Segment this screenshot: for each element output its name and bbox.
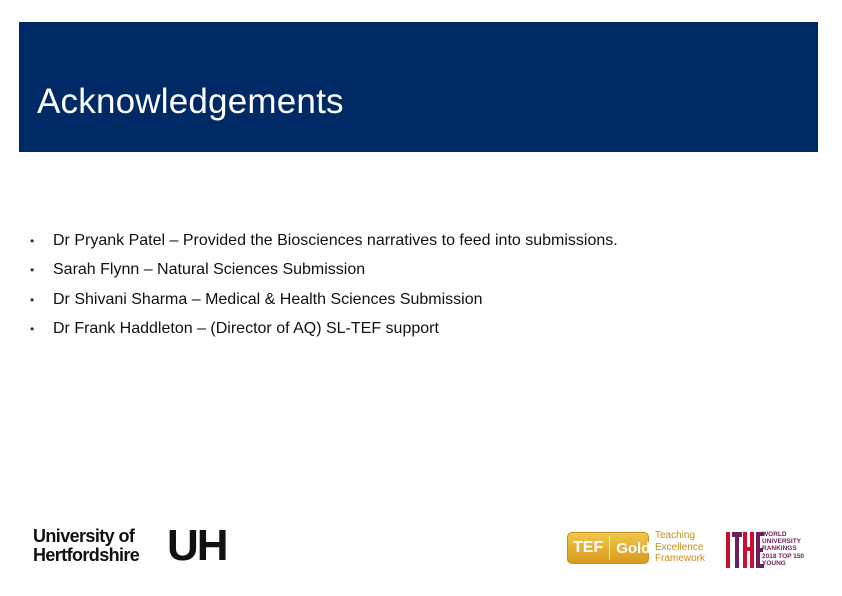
university-name-line2: Hertfordshire [33,545,140,565]
list-item-text: Dr Shivani Sharma – Medical & Health Sciences Submission [53,290,483,308]
list-item [30,285,618,315]
the-rankings-badge [726,530,810,570]
list-item-text: Sarah Flynn – Natural Sciences Submission [53,261,366,279]
list-item-text: Dr Pryank Patel – Provided the Biosciences narratives to feed into submissions. [53,231,618,249]
the-line3: RANKINGS [762,545,797,553]
the-line1: WORLD [762,531,787,538]
bullet-icon: • [30,292,35,307]
tef-desc-line1: Teaching [655,530,696,541]
the-rankings-text [762,531,804,567]
acknowledgement-list [30,226,618,344]
the-line2: UNIVERSITY [762,538,802,546]
bullet-icon: • [30,233,35,248]
tef-desc-line2: Excellence [655,541,704,553]
tef-level: Gold [616,539,651,557]
the-logo-icon [726,530,764,570]
university-name [33,527,139,565]
bullet-icon: • [30,322,35,337]
page-title: Acknowledgements [37,82,344,121]
list-item [30,256,618,286]
bullet-icon: • [30,263,35,278]
tef-logo-box [567,532,649,564]
title-banner [19,22,818,152]
tef-gold-badge [567,530,715,566]
tef-desc-line3: Framework [655,553,706,564]
list-item-text: Dr Frank Haddleton – (Director of AQ) SL-TEF support [53,320,439,338]
the-line4: 2018 TOP 150 [762,552,805,560]
tef-word: TEF [568,536,610,560]
list-item [30,226,618,256]
university-name-line1: University of [33,526,135,546]
list-item [30,315,618,345]
uh-logo-mark: UH [167,521,227,570]
the-line5: YOUNG [762,559,786,567]
tef-description [655,530,705,565]
university-logo [33,521,243,570]
